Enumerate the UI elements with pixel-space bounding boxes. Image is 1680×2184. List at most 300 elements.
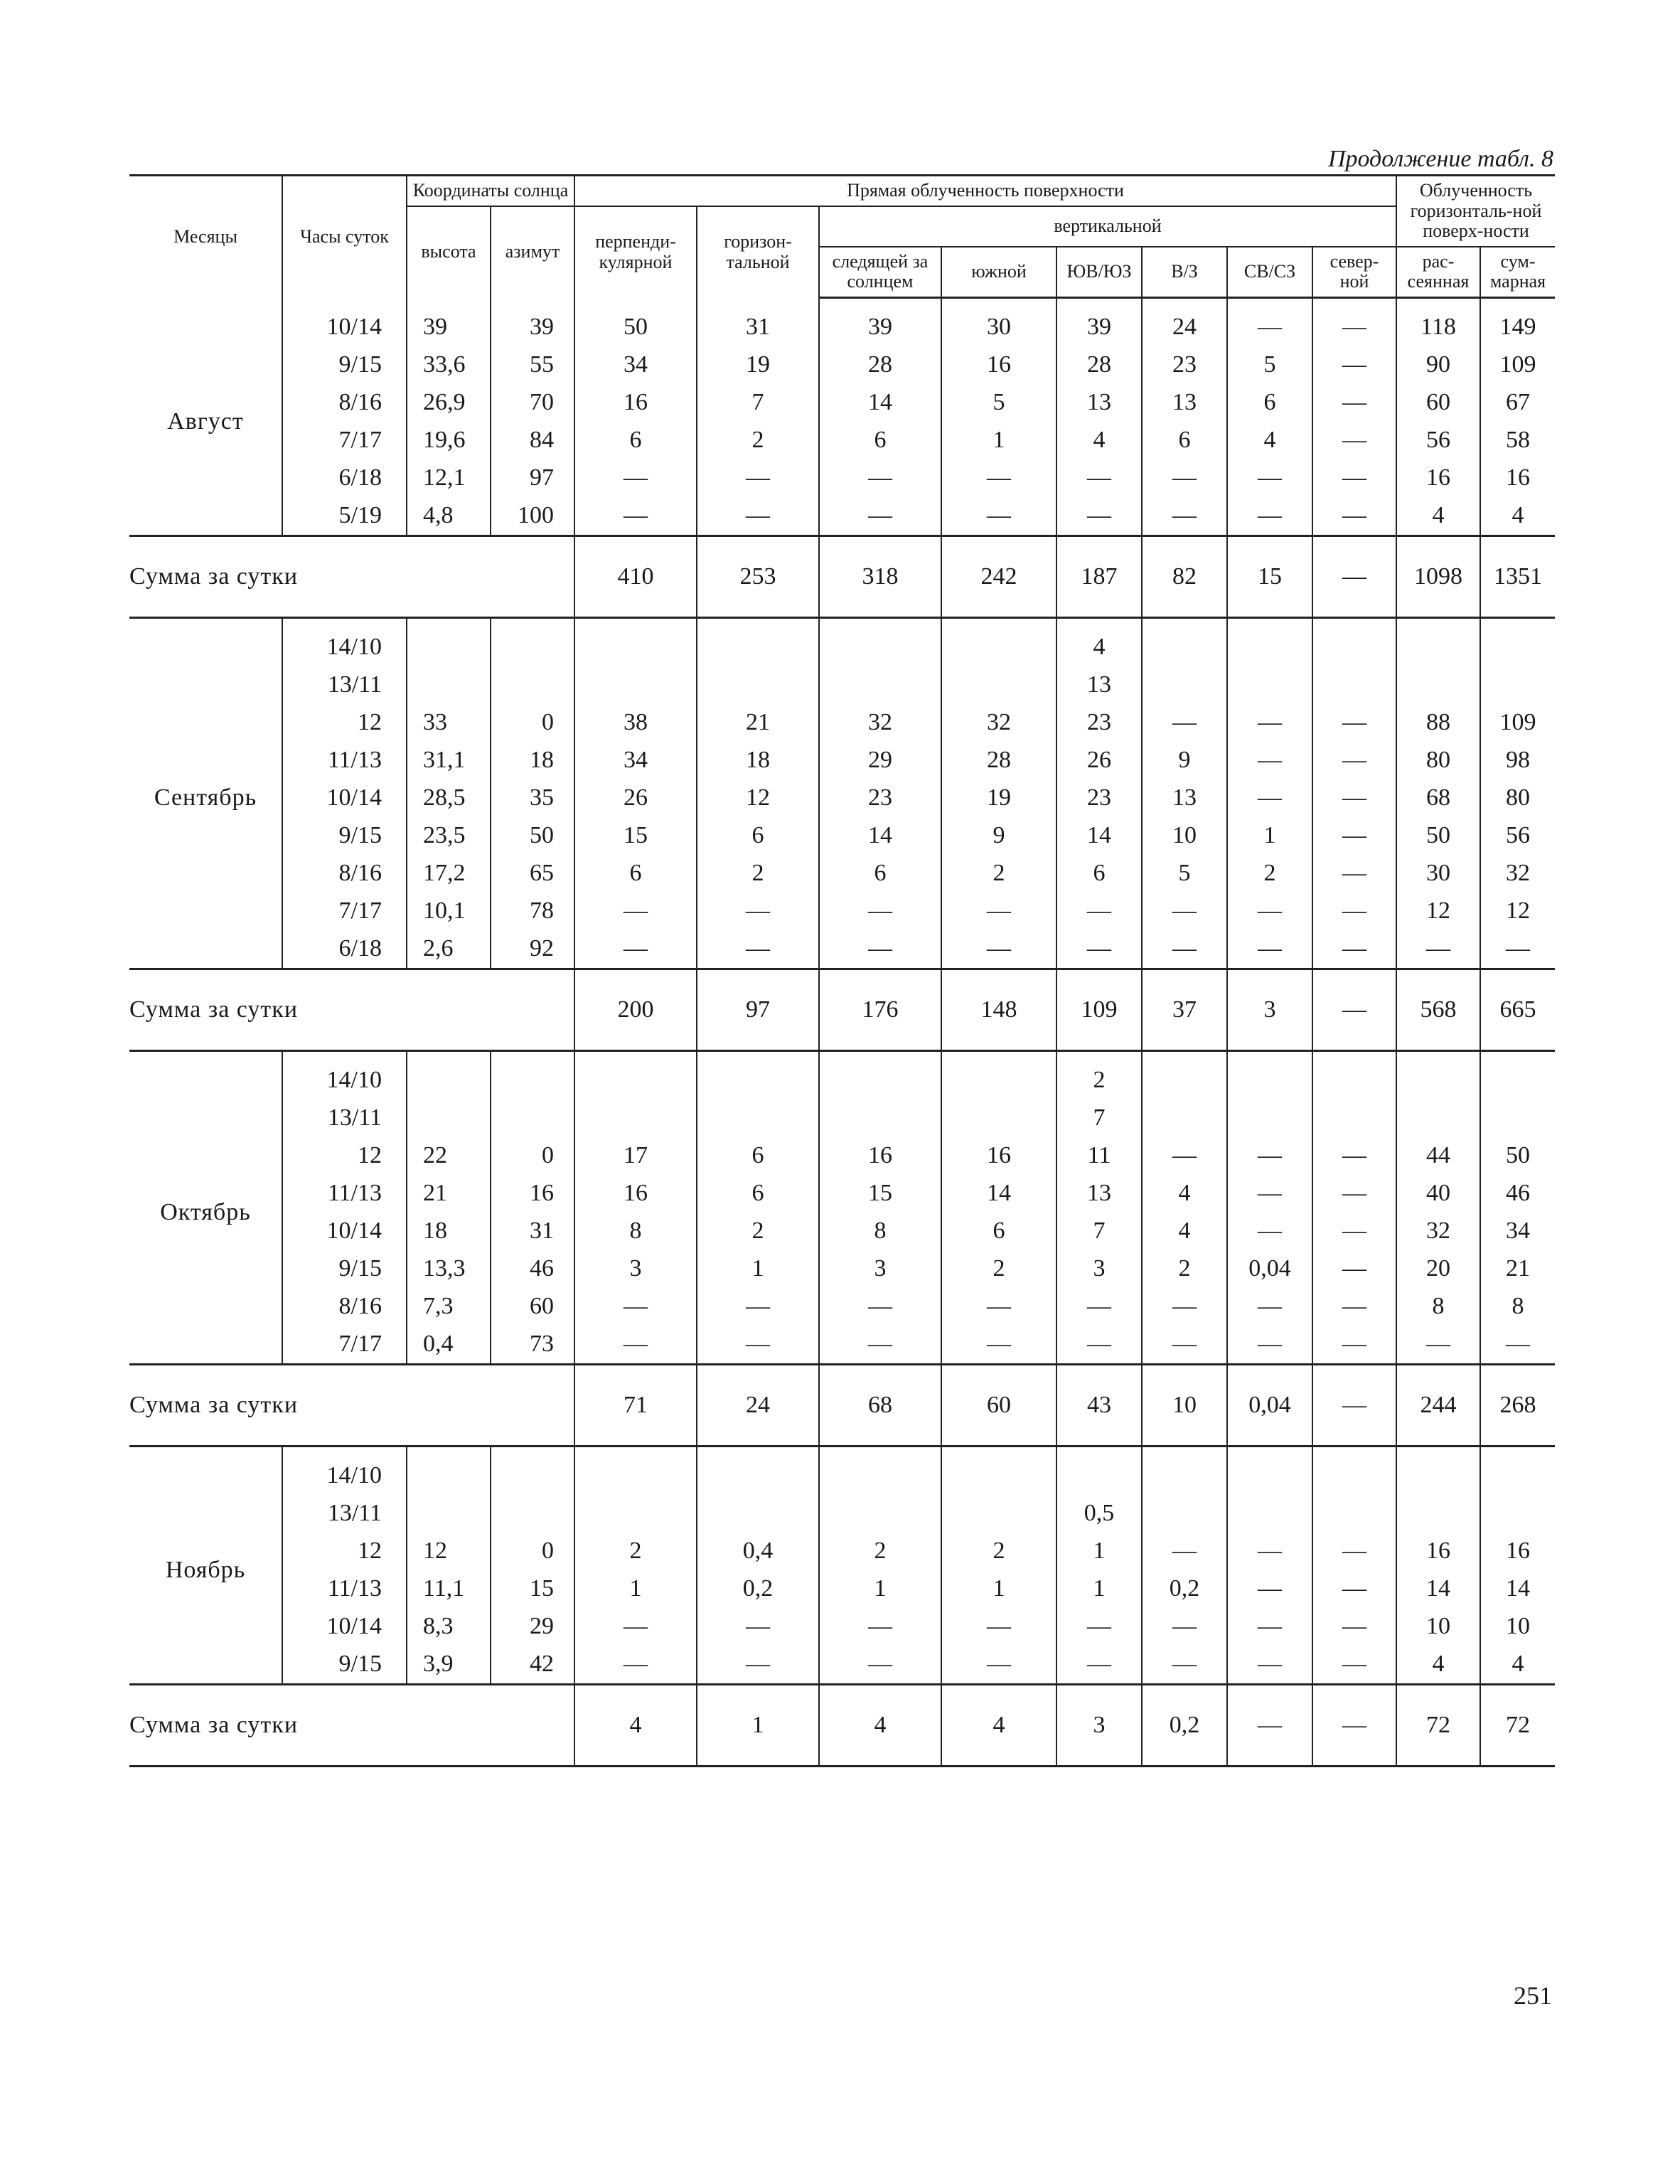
- horizontal-cell: —: [697, 930, 819, 969]
- header-ne-nw: СВ/СЗ: [1227, 247, 1312, 298]
- se-sw-cell: 6: [1056, 855, 1142, 893]
- ne-nw-cell: 1: [1227, 817, 1312, 855]
- perpendicular-cell: [574, 1062, 697, 1099]
- total-cell: 16: [1480, 459, 1555, 497]
- perpendicular-cell: 1: [574, 1570, 697, 1608]
- header-sun-coords: Координаты солнца: [407, 176, 574, 206]
- tracking-cell: —: [819, 1646, 941, 1685]
- sum-cell: 97: [697, 969, 819, 1050]
- se-sw-cell: —: [1056, 1326, 1142, 1365]
- perpendicular-cell: —: [574, 1646, 697, 1685]
- ne-nw-cell: —: [1227, 742, 1312, 779]
- e-w-cell: —: [1142, 1326, 1227, 1365]
- table-row: [129, 1175, 1555, 1213]
- total-cell: 8: [1480, 1288, 1555, 1326]
- horizontal-cell: [697, 1495, 819, 1533]
- azimuth-cell: [491, 1495, 574, 1533]
- se-sw-cell: 13: [1056, 666, 1142, 704]
- sum-cell: 568: [1396, 969, 1480, 1050]
- se-sw-cell: 26: [1056, 742, 1142, 779]
- diffuse-cell: 16: [1396, 459, 1480, 497]
- total-cell: 149: [1480, 309, 1555, 346]
- north-cell: [1312, 1457, 1396, 1495]
- hour-cell: 12: [282, 1533, 407, 1570]
- south-cell: 32: [941, 704, 1056, 742]
- e-w-cell: —: [1142, 459, 1227, 497]
- horizontal-cell: —: [697, 1288, 819, 1326]
- sum-cell: 1: [697, 1684, 819, 1766]
- height-cell: 10,1: [407, 893, 491, 930]
- se-sw-cell: —: [1056, 497, 1142, 536]
- sum-cell: 4: [941, 1684, 1056, 1766]
- total-cell: [1480, 1495, 1555, 1533]
- table-row: [129, 1213, 1555, 1250]
- perpendicular-cell: 34: [574, 346, 697, 384]
- height-cell: 31,1: [407, 742, 491, 779]
- table-row: [129, 346, 1555, 384]
- total-cell: 14: [1480, 1570, 1555, 1608]
- south-cell: 16: [941, 346, 1056, 384]
- horizontal-cell: 18: [697, 742, 819, 779]
- hour-cell: 14/10: [282, 1457, 407, 1495]
- hour-cell: 14/10: [282, 629, 407, 666]
- perpendicular-cell: 8: [574, 1213, 697, 1250]
- diffuse-cell: 14: [1396, 1570, 1480, 1608]
- height-cell: [407, 1062, 491, 1099]
- north-cell: —: [1312, 1213, 1396, 1250]
- table-body: [129, 297, 1555, 1766]
- azimuth-cell: 29: [491, 1608, 574, 1646]
- tracking-cell: —: [819, 497, 941, 536]
- height-cell: [407, 666, 491, 704]
- tracking-cell: —: [819, 1288, 941, 1326]
- sum-cell: 1351: [1480, 536, 1555, 617]
- header-se-sw: ЮВ/ЮЗ: [1056, 247, 1142, 298]
- height-cell: 13,3: [407, 1250, 491, 1288]
- horizontal-cell: 1: [697, 1250, 819, 1288]
- north-cell: —: [1312, 1175, 1396, 1213]
- height-cell: 33,6: [407, 346, 491, 384]
- ne-nw-cell: 6: [1227, 384, 1312, 422]
- total-cell: 21: [1480, 1250, 1555, 1288]
- section-spacer: [129, 297, 1555, 309]
- total-cell: 109: [1480, 704, 1555, 742]
- diffuse-cell: 80: [1396, 742, 1480, 779]
- north-cell: —: [1312, 346, 1396, 384]
- diffuse-cell: —: [1396, 930, 1480, 969]
- north-cell: —: [1312, 779, 1396, 817]
- sum-cell: 109: [1056, 969, 1142, 1050]
- table-row: [129, 459, 1555, 497]
- e-w-cell: [1142, 1062, 1227, 1099]
- sum-cell: 3: [1056, 1684, 1142, 1766]
- south-cell: [941, 1495, 1056, 1533]
- e-w-cell: 4: [1142, 1175, 1227, 1213]
- north-cell: —: [1312, 704, 1396, 742]
- total-cell: 16: [1480, 1533, 1555, 1570]
- header-south: южной: [941, 247, 1056, 298]
- sum-cell: 4: [574, 1684, 697, 1766]
- sum-cell: 72: [1480, 1684, 1555, 1766]
- azimuth-cell: 35: [491, 779, 574, 817]
- hour-cell: 6/18: [282, 459, 407, 497]
- table-row: [129, 1137, 1555, 1175]
- table-row: [129, 384, 1555, 422]
- height-cell: 39: [407, 309, 491, 346]
- irradiance-table: [129, 174, 1555, 1767]
- perpendicular-cell: 50: [574, 309, 697, 346]
- perpendicular-cell: 38: [574, 704, 697, 742]
- e-w-cell: 4: [1142, 1213, 1227, 1250]
- height-cell: 23,5: [407, 817, 491, 855]
- header-perpendicular: перпенди-кулярной: [574, 206, 697, 298]
- horizontal-cell: —: [697, 893, 819, 930]
- ne-nw-cell: —: [1227, 459, 1312, 497]
- hour-cell: 7/17: [282, 893, 407, 930]
- height-cell: [407, 629, 491, 666]
- height-cell: [407, 1457, 491, 1495]
- tracking-cell: 6: [819, 422, 941, 459]
- perpendicular-cell: —: [574, 1608, 697, 1646]
- azimuth-cell: 78: [491, 893, 574, 930]
- diffuse-cell: 44: [1396, 1137, 1480, 1175]
- sum-cell: 318: [819, 536, 941, 617]
- total-cell: 46: [1480, 1175, 1555, 1213]
- table-row: [129, 497, 1555, 536]
- se-sw-cell: 13: [1056, 384, 1142, 422]
- azimuth-cell: [491, 1457, 574, 1495]
- table-row: [129, 1533, 1555, 1570]
- hour-cell: 9/15: [282, 1646, 407, 1685]
- perpendicular-cell: [574, 1495, 697, 1533]
- diffuse-cell: —: [1396, 1326, 1480, 1365]
- e-w-cell: —: [1142, 893, 1227, 930]
- height-cell: 7,3: [407, 1288, 491, 1326]
- se-sw-cell: 39: [1056, 309, 1142, 346]
- table-row: [129, 1062, 1555, 1099]
- hour-cell: 9/15: [282, 1250, 407, 1288]
- se-sw-cell: 7: [1056, 1213, 1142, 1250]
- perpendicular-cell: 34: [574, 742, 697, 779]
- table-row: [129, 1495, 1555, 1533]
- hour-cell: 10/14: [282, 1608, 407, 1646]
- table-row: [129, 704, 1555, 742]
- ne-nw-cell: —: [1227, 704, 1312, 742]
- table-row: [129, 1646, 1555, 1685]
- tracking-cell: 29: [819, 742, 941, 779]
- azimuth-cell: 84: [491, 422, 574, 459]
- north-cell: —: [1312, 1533, 1396, 1570]
- horizontal-cell: —: [697, 459, 819, 497]
- total-cell: [1480, 629, 1555, 666]
- month-label: Сентябрь: [154, 784, 257, 811]
- hour-cell: 14/10: [282, 1062, 407, 1099]
- tracking-cell: [819, 666, 941, 704]
- sum-cell: 268: [1480, 1364, 1555, 1446]
- north-cell: —: [1312, 930, 1396, 969]
- hour-cell: 7/17: [282, 422, 407, 459]
- tracking-cell: 28: [819, 346, 941, 384]
- diffuse-cell: 30: [1396, 855, 1480, 893]
- north-cell: —: [1312, 817, 1396, 855]
- hour-cell: 10/14: [282, 1213, 407, 1250]
- diffuse-cell: [1396, 629, 1480, 666]
- total-cell: —: [1480, 930, 1555, 969]
- perpendicular-cell: [574, 629, 697, 666]
- section-spacer: [129, 617, 1555, 629]
- e-w-cell: 13: [1142, 384, 1227, 422]
- e-w-cell: —: [1142, 1646, 1227, 1685]
- ne-nw-cell: —: [1227, 1175, 1312, 1213]
- total-cell: 32: [1480, 855, 1555, 893]
- e-w-cell: —: [1142, 1288, 1227, 1326]
- height-cell: [407, 1099, 491, 1137]
- header-height: высота: [407, 206, 491, 298]
- sum-cell: 187: [1056, 536, 1142, 617]
- south-cell: —: [941, 459, 1056, 497]
- table-row: [129, 309, 1555, 346]
- perpendicular-cell: [574, 1099, 697, 1137]
- south-cell: 5: [941, 384, 1056, 422]
- table-row: [129, 1099, 1555, 1137]
- e-w-cell: 5: [1142, 855, 1227, 893]
- diffuse-cell: [1396, 1099, 1480, 1137]
- month-label: Август: [167, 407, 244, 435]
- south-cell: 30: [941, 309, 1056, 346]
- sum-cell: —: [1312, 536, 1396, 617]
- horizontal-cell: 19: [697, 346, 819, 384]
- e-w-cell: [1142, 1457, 1227, 1495]
- ne-nw-cell: —: [1227, 1137, 1312, 1175]
- hour-cell: 7/17: [282, 1326, 407, 1365]
- azimuth-cell: 18: [491, 742, 574, 779]
- ne-nw-cell: —: [1227, 893, 1312, 930]
- diffuse-cell: 10: [1396, 1608, 1480, 1646]
- south-cell: [941, 629, 1056, 666]
- height-cell: 4,8: [407, 497, 491, 536]
- south-cell: 6: [941, 1213, 1056, 1250]
- north-cell: —: [1312, 1326, 1396, 1365]
- table-row: [129, 1250, 1555, 1288]
- south-cell: [941, 666, 1056, 704]
- horizontal-cell: 6: [697, 817, 819, 855]
- total-cell: 4: [1480, 1646, 1555, 1685]
- sum-cell: 68: [819, 1364, 941, 1446]
- north-cell: [1312, 1495, 1396, 1533]
- horizontal-cell: [697, 1099, 819, 1137]
- se-sw-cell: 14: [1056, 817, 1142, 855]
- azimuth-cell: 65: [491, 855, 574, 893]
- north-cell: —: [1312, 384, 1396, 422]
- ne-nw-cell: [1227, 1457, 1312, 1495]
- se-sw-cell: 13: [1056, 1175, 1142, 1213]
- perpendicular-cell: —: [574, 497, 697, 536]
- se-sw-cell: 0,5: [1056, 1495, 1142, 1533]
- tracking-cell: 32: [819, 704, 941, 742]
- azimuth-cell: 97: [491, 459, 574, 497]
- azimuth-cell: 73: [491, 1326, 574, 1365]
- sum-cell: 60: [941, 1364, 1056, 1446]
- horizontal-cell: 2: [697, 422, 819, 459]
- horizontal-cell: 6: [697, 1137, 819, 1175]
- diffuse-cell: 118: [1396, 309, 1480, 346]
- ne-nw-cell: —: [1227, 1646, 1312, 1685]
- diffuse-cell: [1396, 1457, 1480, 1495]
- south-cell: 1: [941, 422, 1056, 459]
- e-w-cell: —: [1142, 1137, 1227, 1175]
- e-w-cell: —: [1142, 497, 1227, 536]
- header-months: Месяцы: [129, 176, 282, 298]
- hour-cell: 9/15: [282, 817, 407, 855]
- sum-cell: 10: [1142, 1364, 1227, 1446]
- sum-label: Сумма за сутки: [129, 969, 574, 1050]
- sum-row: [129, 969, 1555, 1050]
- irradiance-table-container: [129, 174, 1555, 1767]
- ne-nw-cell: 5: [1227, 346, 1312, 384]
- header-vertical: вертикальной: [819, 206, 1396, 247]
- hour-cell: 13/11: [282, 1099, 407, 1137]
- header-azimuth: азимут: [491, 206, 574, 298]
- height-cell: 12,1: [407, 459, 491, 497]
- month-label: Октябрь: [160, 1198, 251, 1225]
- header-north: север-ной: [1312, 247, 1396, 298]
- se-sw-cell: [1056, 1457, 1142, 1495]
- total-cell: 50: [1480, 1137, 1555, 1175]
- hour-cell: 11/13: [282, 1175, 407, 1213]
- azimuth-cell: 100: [491, 497, 574, 536]
- diffuse-cell: 68: [1396, 779, 1480, 817]
- section-spacer: [129, 1050, 1555, 1062]
- diffuse-cell: 88: [1396, 704, 1480, 742]
- sum-cell: —: [1227, 1684, 1312, 1766]
- se-sw-cell: —: [1056, 1646, 1142, 1685]
- sum-cell: 37: [1142, 969, 1227, 1050]
- sum-cell: 15: [1227, 536, 1312, 617]
- ne-nw-cell: —: [1227, 1213, 1312, 1250]
- total-cell: [1480, 1099, 1555, 1137]
- table-row: [129, 817, 1555, 855]
- height-cell: 8,3: [407, 1608, 491, 1646]
- height-cell: 18: [407, 1213, 491, 1250]
- ne-nw-cell: [1227, 1099, 1312, 1137]
- sum-cell: 200: [574, 969, 697, 1050]
- height-cell: 12: [407, 1533, 491, 1570]
- header-e-w: В/З: [1142, 247, 1227, 298]
- sum-cell: 72: [1396, 1684, 1480, 1766]
- e-w-cell: [1142, 666, 1227, 704]
- ne-nw-cell: 4: [1227, 422, 1312, 459]
- header-horizontal-irradiance: Облученность горизонталь-ной поверх-ности: [1396, 176, 1555, 247]
- horizontal-cell: 12: [697, 779, 819, 817]
- se-sw-cell: 23: [1056, 779, 1142, 817]
- e-w-cell: 13: [1142, 779, 1227, 817]
- sum-label: Сумма за сутки: [129, 1684, 574, 1766]
- perpendicular-cell: —: [574, 893, 697, 930]
- height-cell: [407, 1495, 491, 1533]
- e-w-cell: 6: [1142, 422, 1227, 459]
- tracking-cell: —: [819, 1326, 941, 1365]
- perpendicular-cell: 6: [574, 422, 697, 459]
- table-row: [129, 930, 1555, 969]
- height-cell: 22: [407, 1137, 491, 1175]
- total-cell: 12: [1480, 893, 1555, 930]
- sum-row: [129, 536, 1555, 617]
- header-direct-irradiance: Прямая облученность поверхности: [574, 176, 1396, 206]
- sum-cell: 253: [697, 536, 819, 617]
- e-w-cell: [1142, 1099, 1227, 1137]
- south-cell: [941, 1099, 1056, 1137]
- se-sw-cell: 3: [1056, 1250, 1142, 1288]
- diffuse-cell: 56: [1396, 422, 1480, 459]
- section-spacer: [129, 1446, 1555, 1457]
- south-cell: —: [941, 930, 1056, 969]
- perpendicular-cell: 3: [574, 1250, 697, 1288]
- ne-nw-cell: —: [1227, 1533, 1312, 1570]
- horizontal-cell: 0,4: [697, 1533, 819, 1570]
- total-cell: 67: [1480, 384, 1555, 422]
- diffuse-cell: 4: [1396, 1646, 1480, 1685]
- height-cell: 33: [407, 704, 491, 742]
- hour-cell: 6/18: [282, 930, 407, 969]
- e-w-cell: —: [1142, 1608, 1227, 1646]
- table-row: [129, 1608, 1555, 1646]
- sum-cell: 1098: [1396, 536, 1480, 617]
- header-hours: Часы суток: [282, 176, 407, 298]
- hour-cell: 13/11: [282, 666, 407, 704]
- sum-cell: 176: [819, 969, 941, 1050]
- table-row: [129, 855, 1555, 893]
- total-cell: 80: [1480, 779, 1555, 817]
- e-w-cell: 24: [1142, 309, 1227, 346]
- north-cell: [1312, 629, 1396, 666]
- horizontal-cell: —: [697, 1326, 819, 1365]
- north-cell: [1312, 666, 1396, 704]
- perpendicular-cell: —: [574, 1288, 697, 1326]
- sum-label: Сумма за сутки: [129, 536, 574, 617]
- tracking-cell: 3: [819, 1250, 941, 1288]
- horizontal-cell: 2: [697, 855, 819, 893]
- sum-cell: 71: [574, 1364, 697, 1446]
- sum-row: [129, 1364, 1555, 1446]
- e-w-cell: 10: [1142, 817, 1227, 855]
- sum-cell: 43: [1056, 1364, 1142, 1446]
- total-cell: 4: [1480, 497, 1555, 536]
- height-cell: 19,6: [407, 422, 491, 459]
- e-w-cell: 2: [1142, 1250, 1227, 1288]
- total-cell: 34: [1480, 1213, 1555, 1250]
- perpendicular-cell: [574, 666, 697, 704]
- header-horizontal: горизон-тальной: [697, 206, 819, 298]
- hour-cell: 11/13: [282, 1570, 407, 1608]
- south-cell: —: [941, 1646, 1056, 1685]
- tracking-cell: 2: [819, 1533, 941, 1570]
- hour-cell: 8/16: [282, 384, 407, 422]
- tracking-cell: 14: [819, 817, 941, 855]
- north-cell: —: [1312, 1570, 1396, 1608]
- table-row: [129, 422, 1555, 459]
- sum-cell: —: [1312, 969, 1396, 1050]
- perpendicular-cell: [574, 1457, 697, 1495]
- diffuse-cell: 60: [1396, 384, 1480, 422]
- south-cell: 19: [941, 779, 1056, 817]
- tracking-cell: 8: [819, 1213, 941, 1250]
- tracking-cell: 39: [819, 309, 941, 346]
- diffuse-cell: 12: [1396, 893, 1480, 930]
- tracking-cell: 23: [819, 779, 941, 817]
- se-sw-cell: 1: [1056, 1533, 1142, 1570]
- se-sw-cell: —: [1056, 893, 1142, 930]
- horizontal-cell: [697, 1062, 819, 1099]
